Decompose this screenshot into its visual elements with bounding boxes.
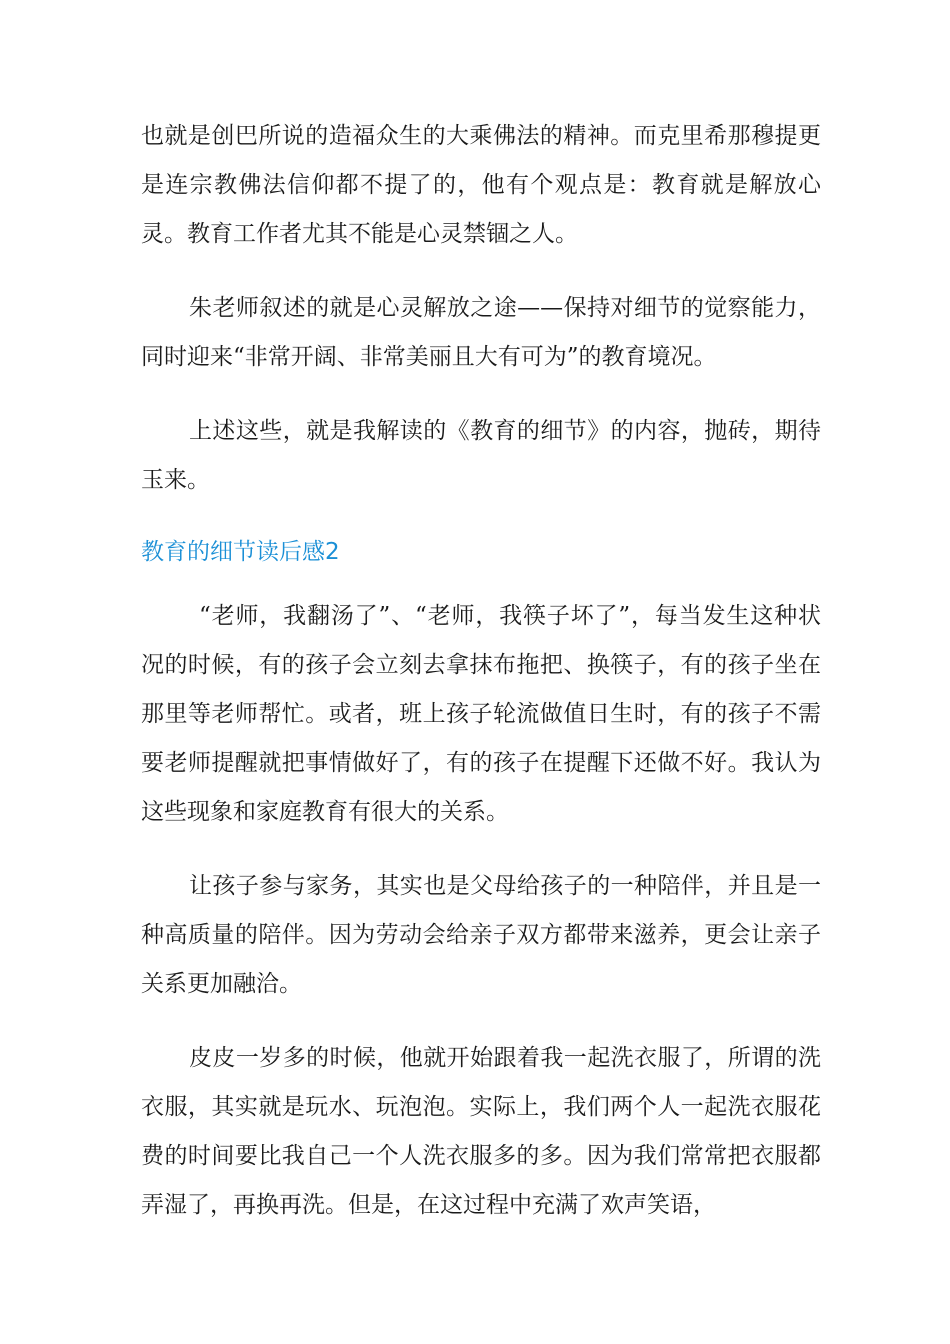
section-heading: 教育的细节读后感2 (141, 539, 340, 565)
paragraph-continuation: 也就是创巴所说的造福众生的大乘佛法的精神。而克里希那穆提更是连宗教佛法信仰都不提了的，他有个观点是：教育就是解放心灵。教育工作者尤其不能是心灵禁锢之人。 (141, 123, 821, 247)
paragraph-zhu-teacher: 朱老师叙述的就是心灵解放之途——保持对细节的觉察能力，同时迎来“非常开阔、非常美丽且大有可为”的教育境况。 (141, 295, 821, 370)
paragraph-summary: 上述这些，就是我解读的《教育的细节》的内容，抛砖，期待玉来。 (141, 418, 821, 493)
paragraph-pipi-laundry: 皮皮一岁多的时候，他就开始跟着我一起洗衣服了，所谓的洗衣服，其实就是玩水、玩泡泡。实际上，我们两个人一起洗衣服花费的时间要比我自己一个人洗衣服多的多。因为我们常常把衣服都弄湿了，再换再洗。但是，在这过程中充满了欢声笑语， (141, 1045, 821, 1218)
paragraph-housework: 让孩子参与家务，其实也是父母给孩子的一种陪伴，并且是一种高质量的陪伴。因为劳动会给亲子双方都带来滋养，更会让亲子关系更加融洽。 (141, 873, 821, 997)
document-body (141, 112, 821, 1255)
paragraph-classroom-scenes: “老师，我翻汤了”、“老师，我筷子坏了”，每当发生这种状况的时候，有的孩子会立刻去拿抹布拖把、换筷子，有的孩子坐在那里等老师帮忙。或者，班上孩子轮流做值日生时，有的孩子不需要老师提醒就把事情做好了，有的孩子在提醒下还做不好。我认为这些现象和家庭教育有很大的关系。 (141, 603, 821, 825)
